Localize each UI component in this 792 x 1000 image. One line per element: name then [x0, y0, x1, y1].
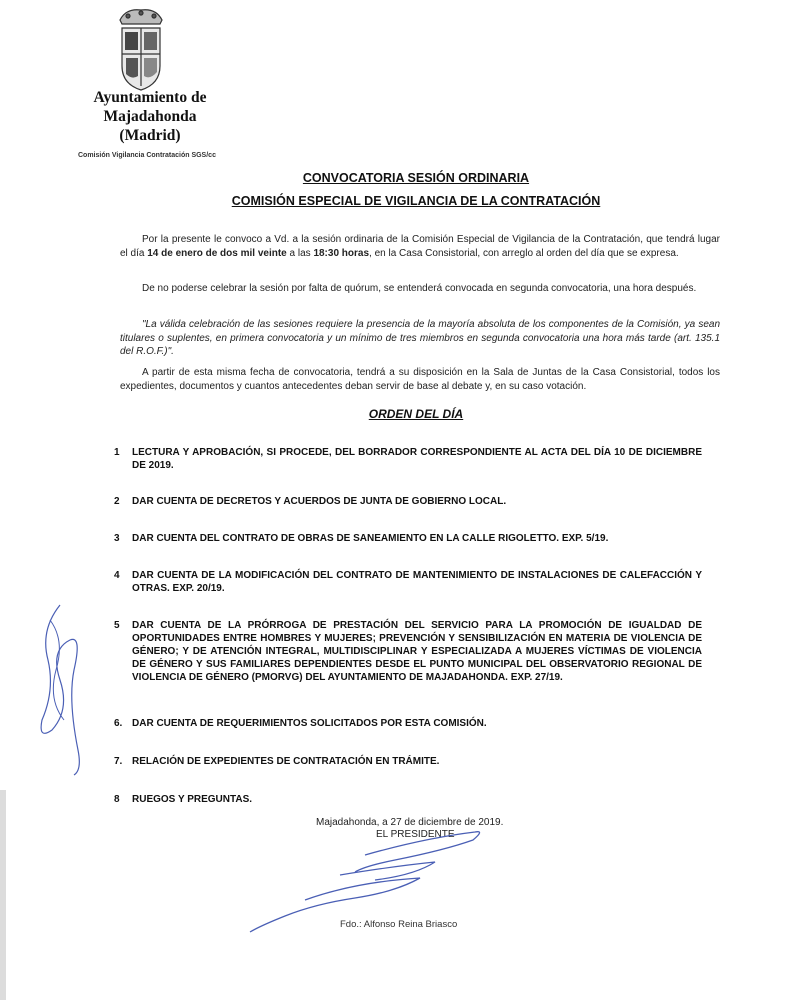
agenda-heading: ORDEN DEL DÍA [368, 407, 464, 421]
president-signature-icon [245, 820, 495, 935]
agenda-item: 6. DAR CUENTA DE REQUERIMIENTOS SOLICITADOS POR ESTA COMISIÓN. [114, 718, 487, 729]
regulation-quote: "La válida celebración de las sesiones requiere la presencia de la mayoría absoluta de los componentes de la Comisión, ya sean titulares o suplentes, en primera convocatoria y un mínimo de tres miembros en segunda convocatoria una hora más tarde (art. 135.1 del R.O.F.)". [120, 319, 720, 357]
agenda-item: 8 RUEGOS Y PREGUNTAS. [114, 794, 253, 805]
meeting-date: 14 de enero de dos mil veinte [147, 247, 287, 259]
documents-paragraph: A partir de esta misma fecha de convocatoria, tendrá a su disposición en la Sala de Juntas de la Casa Consistorial, todos los expedientes, documentos y cuantos antecedentes deban servir de base al debate y, en su caso votación. [120, 367, 720, 392]
agenda-item: 2 DAR CUENTA DE DECRETOS Y ACUERDOS DE JUNTA DE GOBIERNO LOCAL. [114, 496, 507, 507]
agenda-item: 7. RELACIÓN DE EXPEDIENTES DE CONTRATACIÓN EN TRÁMITE. [114, 756, 440, 767]
agenda-item: 5 DAR CUENTA DE LA PRÓRROGA DE PRESTACIÓN DEL SERVICIO PARA LA PROMOCIÓN DE IGUALDAD DE OPORTUNIDADES ENTRE HOMBRES Y MUJERES; PREVENCIÓN Y SENSIBILIZACIÓN EN MATERIA DE VIOLENCIA DE GÉNERO; Y DE ATENCIÓN INTEGRAL, MULTIDISCIPLINAR Y ESPECIALIZADA A MUJERES VÍCTIMAS DE VIOLENCIA DE GÉNERO Y SUS FAMILIARES DEPENDIENTES DESDE EL PUNTO MUNICIPAL DEL OBSERVATORIO REGIONAL DE VIOLENCIA DE GÉNERO (PMORVG) DEL AYUNTAMIENTO DE MAJADAHONDA. EXP. 27/19. [114, 620, 702, 683]
agenda-item: 4 DAR CUENTA DE LA MODIFICACIÓN DEL CONTRATO DE MANTENIMIENTO DE INSTALACIONES DE CALEFACCIÓN Y OTRAS. EXP. 20/19. [114, 570, 702, 594]
coat-of-arms-icon [110, 6, 172, 92]
scan-edge-mark [0, 790, 6, 1000]
committee-title: COMISIÓN ESPECIAL DE VIGILANCIA DE LA CONTRATACIÓN [231, 194, 601, 208]
meeting-time: 18:30 horas [313, 247, 370, 259]
president-label: EL PRESIDENTE [376, 829, 455, 840]
margin-signature-icon [30, 600, 90, 780]
agenda-item: 3 DAR CUENTA DEL CONTRATO DE OBRAS DE SANEAMIENTO EN LA CALLE RIGOLETTO. EXP. 5/19. [114, 533, 609, 544]
signer-name: Fdo.: Alfonso Reina Briasco [340, 919, 458, 930]
org-name-line1: Ayuntamiento de [93, 89, 207, 106]
document-title: CONVOCATORIA SESIÓN ORDINARIA [302, 171, 530, 185]
place-and-date: Majadahonda, a 27 de diciembre de 2019. [316, 817, 504, 828]
agenda-item: 1 LECTURA Y APROBACIÓN, SI PROCEDE, DEL BORRADOR CORRESPONDIENTE AL ACTA DEL DÍA 10 DE DICIEMBRE DE 2019. [114, 447, 702, 471]
department-reference: Comisión Vigilancia Contratación SGS/cc [78, 152, 216, 159]
org-name-line3: (Madrid) [119, 127, 181, 144]
org-name-line2: Majadahonda [103, 108, 197, 125]
quorum-paragraph: De no poderse celebrar la sesión por falta de quórum, se entenderá convocada en segunda convocatoria, una hora después. [142, 283, 697, 294]
convocation-paragraph: Por la presente le convoco a Vd. a la sesión ordinaria de la Comisión Especial de Vigilancia de la Contratación, que tendrá lugar el día 14 de enero de dos mil veinte a las 18:30 horas, en la Casa Consistorial, con arreglo al orden del día que se expresa. [120, 234, 720, 259]
